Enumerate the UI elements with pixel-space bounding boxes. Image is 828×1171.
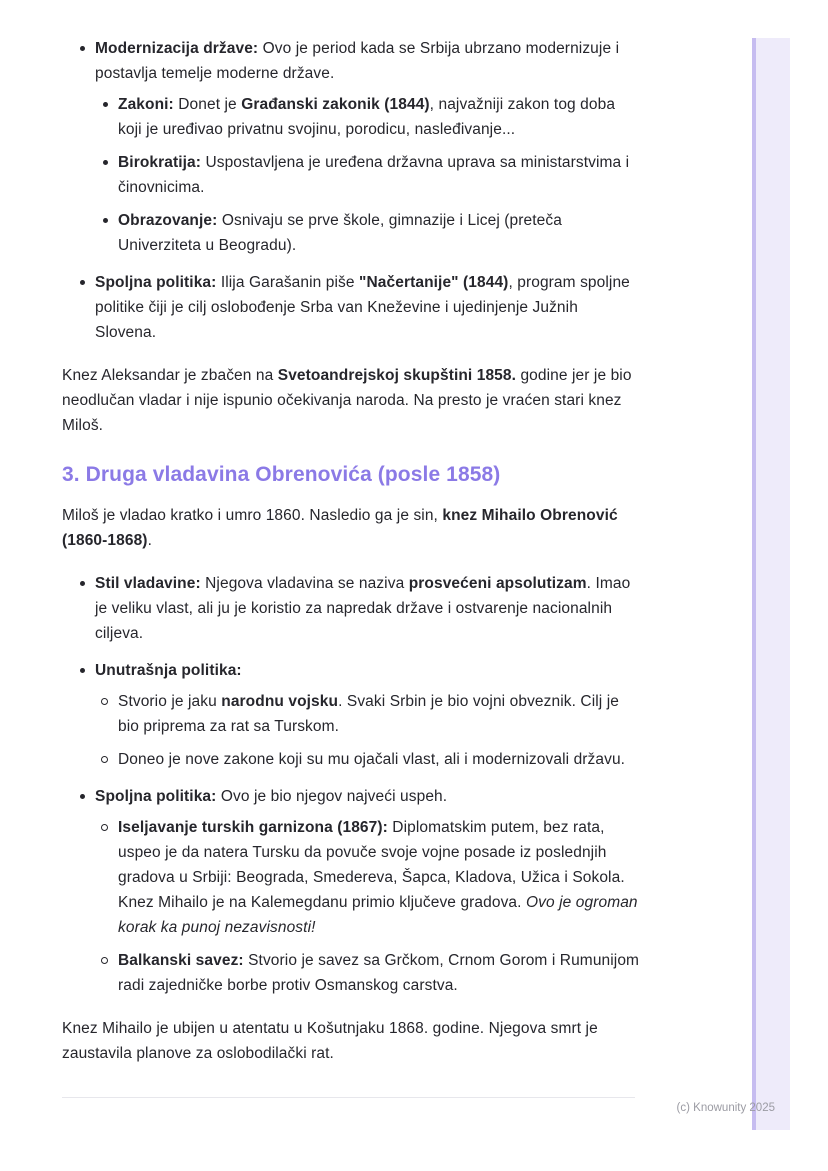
bullet-list bbox=[85, 92, 642, 258]
list-item-text bbox=[118, 693, 619, 735]
paragraph bbox=[62, 503, 642, 553]
list-item-text bbox=[118, 154, 629, 196]
bullet-icon bbox=[103, 218, 108, 223]
text-segment: Unutrašnja politika: bbox=[95, 662, 242, 679]
section-heading: 3. Druga vladavina Obrenovića (posle 1858) bbox=[62, 463, 501, 486]
bullet-icon bbox=[80, 581, 85, 586]
bullet-list bbox=[62, 36, 642, 345]
hollow-bullet-icon bbox=[101, 824, 108, 831]
text-segment: "Načertanije" (1844) bbox=[359, 274, 509, 291]
list-item-text bbox=[118, 819, 638, 936]
list-item bbox=[85, 948, 642, 998]
list-item-text bbox=[118, 751, 625, 768]
list-item bbox=[62, 36, 642, 258]
text-segment: knez Mihailo Obrenović (1860-1868) bbox=[62, 507, 618, 549]
text-segment: Ilija Garašanin piše bbox=[216, 274, 360, 291]
text-segment: . Imao je veliku vlast, ali ju je koristio za napredak države i ostvarenje nacionalnih ciljeva. bbox=[95, 575, 631, 642]
list-item-text bbox=[95, 274, 630, 341]
list-item-text bbox=[118, 952, 639, 994]
bullet-icon bbox=[80, 46, 85, 51]
text-segment: Ovo je bio njegov najveći uspeh. bbox=[216, 788, 448, 805]
text-segment: Svetoandrejskoj skupštini 1858. bbox=[277, 367, 517, 384]
text-segment: Balkanski savez: bbox=[118, 952, 244, 969]
text-segment: narodnu vojsku bbox=[221, 693, 339, 710]
list-item bbox=[85, 150, 642, 200]
paragraph bbox=[62, 363, 642, 438]
text-segment: Stvorio je jaku bbox=[118, 693, 222, 710]
list-item bbox=[85, 92, 642, 142]
hollow-bullet-icon bbox=[101, 756, 108, 763]
text-segment: Donet je bbox=[173, 96, 242, 113]
text-segment: Osnivaju se prve škole, gimnazije i Licej (preteča Univerziteta u Beogradu). bbox=[118, 212, 562, 254]
text-segment: Građanski zakonik (1844) bbox=[241, 96, 430, 113]
text-segment: Ovo je ogroman korak ka punoj nezavisnosti! bbox=[118, 894, 638, 936]
text-segment: Zakoni: bbox=[118, 96, 174, 113]
bullet-list bbox=[85, 689, 642, 772]
text-segment: Obrazovanje: bbox=[118, 212, 218, 229]
bullet-icon bbox=[103, 160, 108, 165]
text-segment: . Svaki Srbin je bio vojni obveznik. Cilj je bio priprema za rat sa Turskom. bbox=[118, 693, 620, 735]
text-segment: prosvećeni apsolutizam bbox=[408, 575, 587, 592]
text-segment: Spoljna politika: bbox=[95, 788, 217, 805]
footer-divider bbox=[62, 1097, 635, 1098]
bullet-icon bbox=[80, 280, 85, 285]
list-item-text bbox=[95, 788, 447, 805]
list-item-text bbox=[118, 212, 562, 254]
text-segment: Stil vladavine: bbox=[95, 575, 201, 592]
text-segment: Spoljna politika: bbox=[95, 274, 217, 291]
list-item-text bbox=[95, 575, 630, 642]
bullet-list bbox=[85, 815, 642, 998]
text-segment: Iseljavanje turskih garnizona (1867): bbox=[118, 819, 388, 836]
text-segment: Modernizacija države: bbox=[95, 40, 259, 57]
bullet-list bbox=[62, 571, 642, 998]
bullet-icon bbox=[80, 794, 85, 799]
paragraph bbox=[62, 1016, 642, 1066]
list-item bbox=[85, 815, 642, 940]
text-segment: Knez Aleksandar je zbačen na bbox=[62, 367, 278, 384]
document-content bbox=[62, 36, 642, 1084]
hollow-bullet-icon bbox=[101, 957, 108, 964]
text-segment: Ovo je period kada se Srbija ubrzano modernizuje i postavlja temelje moderne države. bbox=[95, 40, 620, 82]
list-item bbox=[62, 658, 642, 772]
scrollbar-thumb[interactable] bbox=[752, 38, 790, 1130]
text-segment: . bbox=[147, 532, 152, 549]
list-item bbox=[85, 747, 642, 772]
text-segment: Doneo je nove zakone koji su mu ojačali vlast, ali i modernizovali državu. bbox=[118, 751, 626, 768]
list-item-text bbox=[95, 40, 619, 82]
text-segment: , najvažniji zakon tog doba koji je uređivao privatnu svojinu, porodicu, nasleđivanje... bbox=[118, 96, 616, 138]
bullet-icon bbox=[103, 102, 108, 107]
list-item-text bbox=[118, 96, 615, 138]
list-item bbox=[62, 571, 642, 646]
list-item bbox=[85, 689, 642, 739]
bullet-icon bbox=[80, 668, 85, 673]
text-segment: godine jer je bio neodlučan vladar i nije ispunio očekivanja naroda. Na presto je vraćen stari knez Miloš. bbox=[62, 367, 632, 434]
list-item-text bbox=[95, 662, 242, 679]
list-item bbox=[62, 784, 642, 998]
list-item bbox=[62, 270, 642, 345]
text-segment: Diplomatskim putem, bez rata, uspeo je da natera Tursku da povuče svoje vojne posade iz poslednjih gradova u Srbiji: Beograda, Smedereva, Šapca, Kladova, Užica i Sokola. Knez Mihailo je na Kalemegdanu primio ključeve gradova. bbox=[118, 819, 625, 911]
text-segment: Birokratija: bbox=[118, 154, 202, 171]
text-segment: Uspostavljena je uređena državna uprava sa ministarstvima i činovnicima. bbox=[118, 154, 630, 196]
text-segment: Njegova vladavina se naziva bbox=[200, 575, 409, 592]
list-item bbox=[85, 208, 642, 258]
hollow-bullet-icon bbox=[101, 698, 108, 705]
text-segment: , program spoljne politike čiji je cilj oslobođenje Srba van Kneževine i ujedinjenje Južnih Slovena. bbox=[95, 274, 630, 341]
text-segment: Knez Mihailo je ubijen u atentatu u Košutnjaku 1868. godine. Njegova smrt je zaustavila planove za oslobodilački rat. bbox=[62, 1020, 598, 1062]
footer-credit: (c) Knowunity 2025 bbox=[676, 1102, 775, 1114]
text-segment: Stvorio je savez sa Grčkom, Crnom Gorom i Rumunijom radi zajedničke borbe protiv Osmanskog carstva. bbox=[118, 952, 640, 994]
text-segment: Miloš je vladao kratko i umro 1860. Nasledio ga je sin, bbox=[62, 507, 443, 524]
